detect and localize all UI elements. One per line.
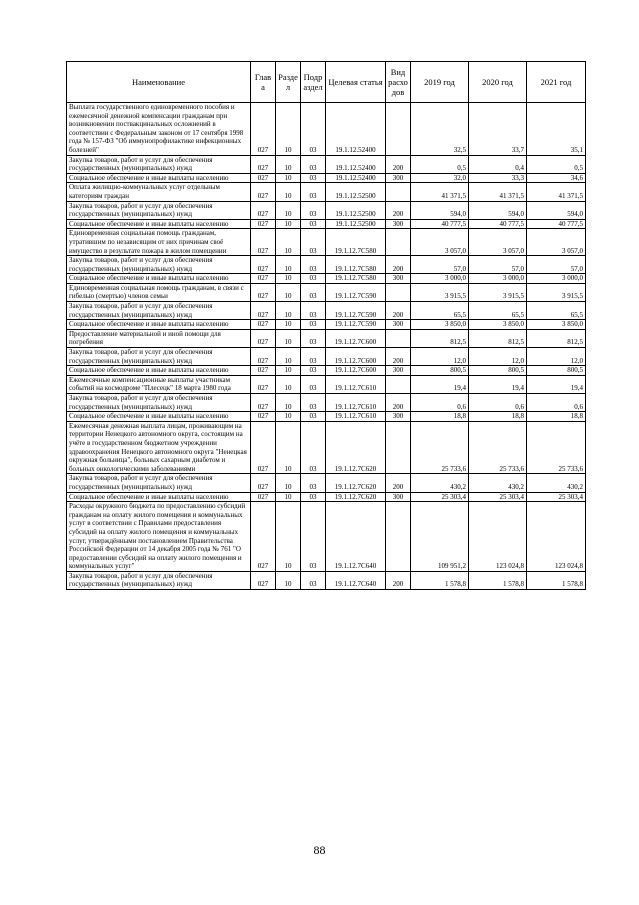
cell-expense-type bbox=[386, 502, 411, 572]
cell-2019: 800,5 bbox=[411, 366, 469, 376]
table-row bbox=[67, 375, 586, 393]
cell-2020: 33,3 bbox=[469, 173, 527, 183]
cell-2020: 40 777,5 bbox=[469, 219, 527, 229]
cell-expense-type: 300 bbox=[386, 173, 411, 183]
cell-glava: 027 bbox=[251, 366, 276, 376]
cell-razdel: 10 bbox=[276, 492, 301, 502]
cell-2019: 19,4 bbox=[411, 375, 469, 393]
cell-expense-type: 200 bbox=[386, 256, 411, 274]
cell-name: Оплата жилищно-коммунальных услуг отдельным категориям граждан bbox=[67, 183, 251, 201]
cell-razdel: 10 bbox=[276, 155, 301, 173]
cell-expense-type: 200 bbox=[386, 474, 411, 492]
header-name: Наименование bbox=[67, 62, 251, 103]
cell-2020: 33,7 bbox=[469, 103, 527, 156]
cell-razdel: 10 bbox=[276, 274, 301, 284]
cell-glava: 027 bbox=[251, 103, 276, 156]
header-2021: 2021 год bbox=[527, 62, 586, 103]
cell-podrazdel: 03 bbox=[301, 348, 326, 366]
cell-2020: 57,0 bbox=[469, 256, 527, 274]
cell-target-article: 19.1.12.52500 bbox=[326, 219, 386, 229]
cell-expense-type: 200 bbox=[386, 571, 411, 589]
cell-target-article: 19.1.12.7С590 bbox=[326, 283, 386, 301]
cell-target-article: 19.1.12.7С620 bbox=[326, 474, 386, 492]
cell-glava: 027 bbox=[251, 320, 276, 330]
cell-2021: 800,5 bbox=[527, 366, 586, 376]
table-row bbox=[67, 474, 586, 492]
cell-podrazdel: 03 bbox=[301, 219, 326, 229]
table-row bbox=[67, 421, 586, 474]
cell-target-article: 19.1.12.52500 bbox=[326, 201, 386, 219]
cell-2020: 3 000,0 bbox=[469, 274, 527, 284]
cell-2021: 35,1 bbox=[527, 103, 586, 156]
cell-glava: 027 bbox=[251, 219, 276, 229]
cell-expense-type: 200 bbox=[386, 348, 411, 366]
cell-2020: 0,6 bbox=[469, 394, 527, 412]
cell-name: Социальное обеспечение и иные выплаты населению bbox=[67, 320, 251, 330]
cell-target-article: 19.1.12.52400 bbox=[326, 103, 386, 156]
cell-2019: 40 777,5 bbox=[411, 219, 469, 229]
cell-2021: 3 850,0 bbox=[527, 320, 586, 330]
cell-razdel: 10 bbox=[276, 571, 301, 589]
cell-podrazdel: 03 bbox=[301, 474, 326, 492]
cell-expense-type: 300 bbox=[386, 492, 411, 502]
cell-target-article: 19.1.12.52400 bbox=[326, 173, 386, 183]
cell-target-article: 19.1.12.7С640 bbox=[326, 571, 386, 589]
cell-2020: 3 915,5 bbox=[469, 283, 527, 301]
cell-target-article: 19.1.12.7С600 bbox=[326, 329, 386, 347]
cell-2020: 123 024,8 bbox=[469, 502, 527, 572]
table-row bbox=[67, 320, 586, 330]
cell-podrazdel: 03 bbox=[301, 394, 326, 412]
cell-glava: 027 bbox=[251, 502, 276, 572]
cell-expense-type: 300 bbox=[386, 366, 411, 376]
cell-2019: 57,0 bbox=[411, 256, 469, 274]
cell-podrazdel: 03 bbox=[301, 329, 326, 347]
cell-podrazdel: 03 bbox=[301, 274, 326, 284]
cell-name: Закупка товаров, работ и услуг для обеспечения государственных (муниципальных) нужд bbox=[67, 474, 251, 492]
cell-2020: 25 733,6 bbox=[469, 421, 527, 474]
cell-podrazdel: 03 bbox=[301, 492, 326, 502]
table-row bbox=[67, 201, 586, 219]
header-2019: 2019 год bbox=[411, 62, 469, 103]
cell-target-article: 19.1.12.7С620 bbox=[326, 421, 386, 474]
cell-razdel: 10 bbox=[276, 348, 301, 366]
cell-2019: 0,5 bbox=[411, 155, 469, 173]
cell-target-article: 19.1.12.7С610 bbox=[326, 375, 386, 393]
cell-2019: 32,5 bbox=[411, 103, 469, 156]
cell-2020: 800,5 bbox=[469, 366, 527, 376]
cell-target-article: 19.1.12.7С580 bbox=[326, 274, 386, 284]
cell-expense-type: 300 bbox=[386, 412, 411, 422]
cell-2020: 3 057,0 bbox=[469, 229, 527, 256]
cell-name: Социальное обеспечение и иные выплаты населению bbox=[67, 219, 251, 229]
cell-2021: 123 024,8 bbox=[527, 502, 586, 572]
cell-2020: 594,0 bbox=[469, 201, 527, 219]
cell-2020: 25 303,4 bbox=[469, 492, 527, 502]
cell-glava: 027 bbox=[251, 474, 276, 492]
cell-glava: 027 bbox=[251, 201, 276, 219]
cell-glava: 027 bbox=[251, 492, 276, 502]
cell-expense-type: 300 bbox=[386, 274, 411, 284]
cell-target-article: 19.1.12.7С600 bbox=[326, 348, 386, 366]
cell-2021: 3 057,0 bbox=[527, 229, 586, 256]
table-body bbox=[67, 103, 586, 590]
table-row bbox=[67, 274, 586, 284]
cell-name: Закупка товаров, работ и услуг для обеспечения государственных (муниципальных) нужд bbox=[67, 394, 251, 412]
cell-podrazdel: 03 bbox=[301, 375, 326, 393]
cell-target-article: 19.1.12.7С640 bbox=[326, 502, 386, 572]
cell-name: Социальное обеспечение и иные выплаты населению bbox=[67, 274, 251, 284]
cell-2019: 1 578,8 bbox=[411, 571, 469, 589]
cell-2021: 430,2 bbox=[527, 474, 586, 492]
cell-2021: 0,5 bbox=[527, 155, 586, 173]
cell-name: Ежемесячные компенсационные выплаты участникам событий на космодроме "Плесецк" 18 марта 1980 года bbox=[67, 375, 251, 393]
cell-name: Социальное обеспечение и иные выплаты населению bbox=[67, 412, 251, 422]
cell-name: Социальное обеспечение и иные выплаты населению bbox=[67, 173, 251, 183]
cell-2021: 812,5 bbox=[527, 329, 586, 347]
cell-2020: 18,8 bbox=[469, 412, 527, 422]
cell-podrazdel: 03 bbox=[301, 201, 326, 219]
cell-expense-type bbox=[386, 183, 411, 201]
cell-razdel: 10 bbox=[276, 320, 301, 330]
cell-podrazdel: 03 bbox=[301, 283, 326, 301]
cell-2020: 812,5 bbox=[469, 329, 527, 347]
cell-razdel: 10 bbox=[276, 201, 301, 219]
cell-razdel: 10 bbox=[276, 329, 301, 347]
cell-glava: 027 bbox=[251, 229, 276, 256]
cell-name: Закупка товаров, работ и услуг для обеспечения государственных (муниципальных) нужд bbox=[67, 201, 251, 219]
cell-name: Закупка товаров, работ и услуг для обеспечения государственных (муниципальных) нужд bbox=[67, 302, 251, 320]
header-podrazdel: Подр аздел bbox=[301, 62, 326, 103]
budget-table bbox=[66, 61, 586, 590]
cell-podrazdel: 03 bbox=[301, 155, 326, 173]
cell-2019: 12,0 bbox=[411, 348, 469, 366]
cell-target-article: 19.1.12.7С610 bbox=[326, 412, 386, 422]
cell-2021: 25 733,6 bbox=[527, 421, 586, 474]
table-row bbox=[67, 219, 586, 229]
cell-podrazdel: 03 bbox=[301, 183, 326, 201]
cell-podrazdel: 03 bbox=[301, 302, 326, 320]
cell-2020: 12,0 bbox=[469, 348, 527, 366]
cell-2021: 3 000,0 bbox=[527, 274, 586, 284]
cell-2021: 65,5 bbox=[527, 302, 586, 320]
table-row bbox=[67, 492, 586, 502]
cell-expense-type: 300 bbox=[386, 320, 411, 330]
table-row bbox=[67, 155, 586, 173]
cell-glava: 027 bbox=[251, 155, 276, 173]
cell-glava: 027 bbox=[251, 412, 276, 422]
page-number: 88 bbox=[313, 843, 326, 857]
cell-2020: 3 850,0 bbox=[469, 320, 527, 330]
cell-2019: 32,0 bbox=[411, 173, 469, 183]
cell-2019: 430,2 bbox=[411, 474, 469, 492]
cell-expense-type bbox=[386, 283, 411, 301]
cell-expense-type bbox=[386, 103, 411, 156]
cell-razdel: 10 bbox=[276, 219, 301, 229]
cell-name: Закупка товаров, работ и услуг для обеспечения государственных (муниципальных) нужд bbox=[67, 256, 251, 274]
cell-glava: 027 bbox=[251, 348, 276, 366]
cell-2019: 18,8 bbox=[411, 412, 469, 422]
cell-razdel: 10 bbox=[276, 421, 301, 474]
cell-glava: 027 bbox=[251, 283, 276, 301]
cell-podrazdel: 03 bbox=[301, 103, 326, 156]
cell-name: Предоставление материальной и иной помощи для погребения bbox=[67, 329, 251, 347]
cell-2021: 34,6 bbox=[527, 173, 586, 183]
cell-expense-type bbox=[386, 229, 411, 256]
cell-razdel: 10 bbox=[276, 474, 301, 492]
cell-2020: 19,4 bbox=[469, 375, 527, 393]
cell-name: Единовременная социальная помощь гражданам, утратившим по независящим от них причинам своё имущество в результате пожара в жилом помещении bbox=[67, 229, 251, 256]
cell-2019: 109 951,2 bbox=[411, 502, 469, 572]
cell-name: Расходы окружного бюджета по предоставлению субсидий гражданам на оплату жилого помещения и коммунальных услуг в соответствии с Правилами предоставления субсидий на оплату жилого помещения и коммунальных услуг, утверждёнными постановлением Правительства Российской Федерации от 14 декабря 2005 года № 761 "О предоставлении субсидий на оплату жилого помещения и коммунальных услуг" bbox=[67, 502, 251, 572]
cell-razdel: 10 bbox=[276, 103, 301, 156]
table-row bbox=[67, 283, 586, 301]
header-glava: Глав а bbox=[251, 62, 276, 103]
cell-2021: 0,6 bbox=[527, 394, 586, 412]
cell-2020: 41 371,5 bbox=[469, 183, 527, 201]
cell-podrazdel: 03 bbox=[301, 173, 326, 183]
cell-razdel: 10 bbox=[276, 394, 301, 412]
cell-expense-type: 200 bbox=[386, 394, 411, 412]
cell-target-article: 19.1.12.7С620 bbox=[326, 492, 386, 502]
cell-name: Единовременная социальная помощь гражданам, в связи с гибелью (смертью) членов семьи bbox=[67, 283, 251, 301]
cell-target-article: 19.1.12.7С580 bbox=[326, 229, 386, 256]
cell-2021: 18,8 bbox=[527, 412, 586, 422]
cell-2021: 41 371,5 bbox=[527, 183, 586, 201]
cell-expense-type bbox=[386, 375, 411, 393]
cell-2021: 3 915,5 bbox=[527, 283, 586, 301]
cell-glava: 027 bbox=[251, 183, 276, 201]
cell-target-article: 19.1.12.7С580 bbox=[326, 256, 386, 274]
cell-expense-type: 300 bbox=[386, 219, 411, 229]
cell-2021: 12,0 bbox=[527, 348, 586, 366]
cell-target-article: 19.1.12.7С590 bbox=[326, 302, 386, 320]
cell-target-article: 19.1.12.7С600 bbox=[326, 366, 386, 376]
cell-name: Ежемесячная денежная выплата лицам, проживающим на территории Ненецкого автономного округа, состоящим на учёте в государственном бюджетном учреждении здравоохранения Ненецкого автономного округа "Ненецкая окружная больница", больных сахарным диабетом и больных онкологическими заболеваниями bbox=[67, 421, 251, 474]
cell-razdel: 10 bbox=[276, 229, 301, 256]
cell-razdel: 10 bbox=[276, 412, 301, 422]
table-row bbox=[67, 302, 586, 320]
cell-name: Выплата государственного единовременного пособия и ежемесячной денежной компенсации гражданам при возникновении поствакцинальных осложнений в соответствии с Федеральным законом от 17 сентября 1998 года № 157-ФЗ "Об иммунопрофилактике инфекционных болезней" bbox=[67, 103, 251, 156]
table-header-row bbox=[67, 62, 586, 103]
cell-2020: 0,4 bbox=[469, 155, 527, 173]
cell-glava: 027 bbox=[251, 173, 276, 183]
cell-2021: 594,0 bbox=[527, 201, 586, 219]
cell-razdel: 10 bbox=[276, 256, 301, 274]
cell-2019: 0,6 bbox=[411, 394, 469, 412]
cell-2019: 25 303,4 bbox=[411, 492, 469, 502]
cell-podrazdel: 03 bbox=[301, 256, 326, 274]
cell-2019: 812,5 bbox=[411, 329, 469, 347]
cell-name: Закупка товаров, работ и услуг для обеспечения государственных (муниципальных) нужд bbox=[67, 571, 251, 589]
cell-podrazdel: 03 bbox=[301, 571, 326, 589]
table-row bbox=[67, 103, 586, 156]
header-razdel: Разде л bbox=[276, 62, 301, 103]
cell-glava: 027 bbox=[251, 394, 276, 412]
cell-target-article: 19.1.12.52500 bbox=[326, 183, 386, 201]
table-row bbox=[67, 183, 586, 201]
cell-razdel: 10 bbox=[276, 173, 301, 183]
cell-expense-type bbox=[386, 421, 411, 474]
table-row bbox=[67, 394, 586, 412]
cell-podrazdel: 03 bbox=[301, 502, 326, 572]
header-target-article: Целевая статья bbox=[326, 62, 386, 103]
cell-expense-type bbox=[386, 329, 411, 347]
cell-podrazdel: 03 bbox=[301, 320, 326, 330]
cell-podrazdel: 03 bbox=[301, 412, 326, 422]
table-row bbox=[67, 366, 586, 376]
cell-name: Социальное обеспечение и иные выплаты населению bbox=[67, 492, 251, 502]
cell-2020: 430,2 bbox=[469, 474, 527, 492]
cell-name: Закупка товаров, работ и услуг для обеспечения государственных (муниципальных) нужд bbox=[67, 155, 251, 173]
cell-name: Закупка товаров, работ и услуг для обеспечения государственных (муниципальных) нужд bbox=[67, 348, 251, 366]
cell-razdel: 10 bbox=[276, 183, 301, 201]
table-row bbox=[67, 502, 586, 572]
cell-target-article: 19.1.12.7С590 bbox=[326, 320, 386, 330]
cell-2021: 57,0 bbox=[527, 256, 586, 274]
cell-2019: 41 371,5 bbox=[411, 183, 469, 201]
cell-podrazdel: 03 bbox=[301, 366, 326, 376]
cell-glava: 027 bbox=[251, 274, 276, 284]
cell-glava: 027 bbox=[251, 302, 276, 320]
cell-glava: 027 bbox=[251, 256, 276, 274]
cell-2019: 594,0 bbox=[411, 201, 469, 219]
cell-2019: 25 733,6 bbox=[411, 421, 469, 474]
header-2020: 2020 год bbox=[469, 62, 527, 103]
cell-expense-type: 200 bbox=[386, 155, 411, 173]
cell-razdel: 10 bbox=[276, 375, 301, 393]
cell-glava: 027 bbox=[251, 375, 276, 393]
cell-glava: 027 bbox=[251, 571, 276, 589]
cell-target-article: 19.1.12.7С610 bbox=[326, 394, 386, 412]
cell-podrazdel: 03 bbox=[301, 229, 326, 256]
cell-razdel: 10 bbox=[276, 502, 301, 572]
table-row bbox=[67, 229, 586, 256]
cell-2019: 3 000,0 bbox=[411, 274, 469, 284]
cell-podrazdel: 03 bbox=[301, 421, 326, 474]
table-row bbox=[67, 571, 586, 589]
cell-2021: 40 777,5 bbox=[527, 219, 586, 229]
table-row bbox=[67, 412, 586, 422]
table-row bbox=[67, 348, 586, 366]
cell-glava: 027 bbox=[251, 421, 276, 474]
cell-2021: 25 303,4 bbox=[527, 492, 586, 502]
cell-2021: 1 578,8 bbox=[527, 571, 586, 589]
header-expense-type: Вид расхо дов bbox=[386, 62, 411, 103]
cell-target-article: 19.1.12.52400 bbox=[326, 155, 386, 173]
cell-expense-type: 200 bbox=[386, 201, 411, 219]
table-row bbox=[67, 173, 586, 183]
cell-glava: 027 bbox=[251, 329, 276, 347]
table-row bbox=[67, 256, 586, 274]
cell-razdel: 10 bbox=[276, 366, 301, 376]
cell-2021: 19,4 bbox=[527, 375, 586, 393]
cell-name: Социальное обеспечение и иные выплаты населению bbox=[67, 366, 251, 376]
cell-2019: 65,5 bbox=[411, 302, 469, 320]
cell-expense-type: 200 bbox=[386, 302, 411, 320]
cell-razdel: 10 bbox=[276, 302, 301, 320]
cell-razdel: 10 bbox=[276, 283, 301, 301]
cell-2019: 3 057,0 bbox=[411, 229, 469, 256]
cell-2019: 3 850,0 bbox=[411, 320, 469, 330]
table-row bbox=[67, 329, 586, 347]
cell-2020: 1 578,8 bbox=[469, 571, 527, 589]
cell-2020: 65,5 bbox=[469, 302, 527, 320]
cell-2019: 3 915,5 bbox=[411, 283, 469, 301]
